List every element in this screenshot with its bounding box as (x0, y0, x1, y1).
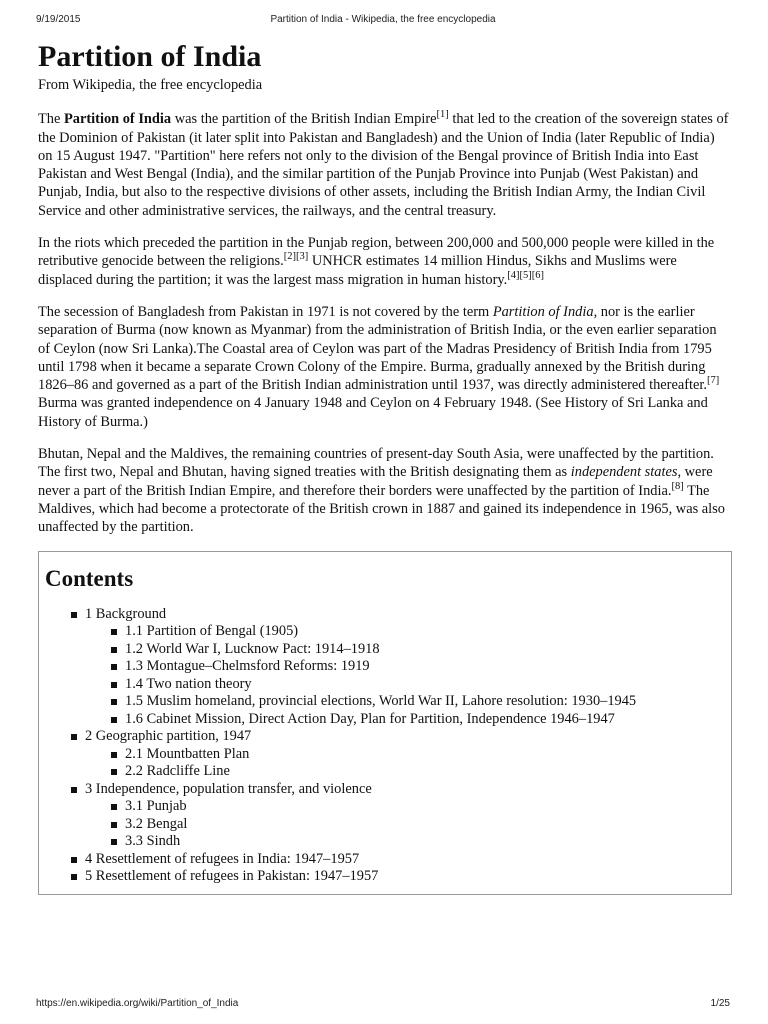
paragraph-unaffected (38, 445, 732, 536)
citation-link[interactable]: [1] (436, 109, 449, 121)
citation-link[interactable]: [8] (671, 480, 684, 492)
toc-link[interactable]: 2 Geographic partition, 1947 (85, 728, 252, 745)
italic-term: independent states (570, 464, 678, 481)
paragraph-intro (38, 110, 732, 220)
toc-link[interactable]: 3.1 Punjab (125, 798, 187, 815)
toc-sublist (85, 623, 725, 728)
citation-link[interactable]: [7] (707, 375, 720, 387)
toc-link[interactable]: 3.3 Sindh (125, 833, 181, 850)
toc-subitem[interactable] (125, 746, 725, 764)
toc-subitem[interactable] (125, 833, 725, 851)
toc-subitem[interactable] (125, 676, 725, 694)
toc-subitem[interactable] (125, 623, 725, 641)
text: The Maldives, which had become a protectorate of the British crown in 1887 and gained its independence in 1965, was also unaffected by the partition. (38, 482, 725, 536)
toc-item[interactable] (85, 781, 725, 851)
toc-link[interactable]: 4 Resettlement of refugees in India: 1947–1957 (85, 850, 360, 867)
toc-subitem[interactable] (125, 798, 725, 816)
italic-term: Partition of India (492, 303, 594, 320)
print-footer (36, 998, 730, 1012)
toc-subitem[interactable] (125, 763, 725, 781)
toc-item[interactable] (85, 851, 725, 869)
toc-link[interactable]: 3 Independence, population transfer, and violence (85, 780, 372, 797)
citation-link[interactable]: [4][5][6] (507, 269, 544, 281)
paragraph-secession (38, 303, 732, 431)
toc-link[interactable]: 1.4 Two nation theory (125, 675, 252, 692)
toc-heading: Contents (45, 565, 134, 591)
print-url: https://en.wikipedia.org/wiki/Partition_of_India (36, 998, 239, 1009)
text: In the riots which preceded the partition in the Punjab region, between 200,000 and 500,000 people were killed in the retributive genocide between the religions. (38, 235, 715, 270)
citation-link[interactable]: [2][3] (283, 251, 309, 263)
bold-term: Partition of India (63, 111, 172, 128)
table-of-contents (38, 551, 732, 895)
toc-sublist (85, 798, 725, 851)
text: , nor is the earlier separation of Burma (now known as Myanmar) from the administration of British India, or the even earlier separation of Ceylon (now Sri Lanka).The Coastal area of Ceylon was part of the Madras Presidency of British India from 1795 until 1798 when it became a separate Crown Colony of the Empire. Burma, gradually annexed by the British during 1826–86 and governed as a part of the British Indian administration until 1937, was directly administered thereafter. (38, 303, 717, 394)
toc-link[interactable]: 2.1 Mountbatten Plan (125, 745, 250, 762)
text: was the partition of the British Indian Empire (171, 111, 437, 128)
toc-sublist (85, 746, 725, 781)
toc-link[interactable]: 5 Resettlement of refugees in Pakistan: 1947–1957 (85, 868, 379, 885)
toc-subitem[interactable] (125, 693, 725, 711)
toc-link[interactable]: 1 Background (85, 605, 167, 622)
toc-link[interactable]: 1.3 Montague–Chelmsford Reforms: 1919 (125, 658, 370, 675)
print-header (36, 14, 730, 30)
toc-subitem[interactable] (125, 658, 725, 676)
print-date: 9/19/2015 (36, 14, 81, 25)
page-title: Partition of India (38, 40, 262, 73)
toc-link[interactable]: 3.2 Bengal (125, 815, 188, 832)
paragraph-riots (38, 234, 732, 289)
toc-subitem[interactable] (125, 641, 725, 659)
article-content (38, 40, 732, 895)
text: Bhutan, Nepal and the Maldives, the remaining countries of present-day South Asia, were unaffected by the partition. The first two, Nepal and Bhutan, having signed treaties with the British designating them as (38, 446, 714, 481)
toc-link[interactable]: 1.1 Partition of Bengal (1905) (125, 623, 299, 640)
page-number: 1/25 (710, 998, 730, 1009)
toc-item[interactable] (85, 728, 725, 781)
toc-link[interactable]: 2.2 Radcliffe Line (125, 763, 230, 780)
text: that led to the creation of the sovereign states of the Dominion of Pakistan (it later split into Pakistan and Bangladesh) and the Union of India (later Republic of India) on 15 August 1947. "Partition" here refers not only to the division of the Bengal province of British India into East Pakistan and West Bengal (India), and the similar partition of the Punjab Province into Punjab (West Pakistan) and Punjab, India, but also to the respective divisions of other assets, including the British Indian Army, the Indian Civil Service and other administrative services, the railways, and the central treasury. (38, 111, 729, 219)
text: , were never a part of the British Indian Empire, and therefore their borders were unaffected by the partition of India. (38, 464, 713, 499)
text: The secession of Bangladesh from Pakistan in 1971 is not covered by the term (38, 303, 493, 320)
text: The (38, 111, 64, 128)
toc-subitem[interactable] (125, 816, 725, 834)
print-title: Partition of India - Wikipedia, the free encyclopedia (270, 14, 496, 25)
site-tagline: From Wikipedia, the free encyclopedia (38, 77, 263, 93)
toc-subitem[interactable] (125, 711, 725, 729)
toc-link[interactable]: 1.5 Muslim homeland, provincial elections, World War II, Lahore resolution: 1930–1945 (125, 693, 637, 710)
text: Burma was granted independence on 4 January 1948 and Ceylon on 4 February 1948. (See History of Sri Lanka and History of Burma.) (38, 395, 708, 430)
toc-list (45, 606, 725, 886)
toc-item[interactable] (85, 868, 725, 886)
toc-link[interactable]: 1.2 World War I, Lucknow Pact: 1914–1918 (125, 640, 380, 657)
toc-item[interactable] (85, 606, 725, 729)
text: UNHCR estimates 14 million Hindus, Sikhs and Muslims were displaced during the partition; it was the largest mass migration in human history. (38, 253, 677, 288)
toc-link[interactable]: 1.6 Cabinet Mission, Direct Action Day, Plan for Partition, Independence 1946–1947 (125, 710, 615, 727)
